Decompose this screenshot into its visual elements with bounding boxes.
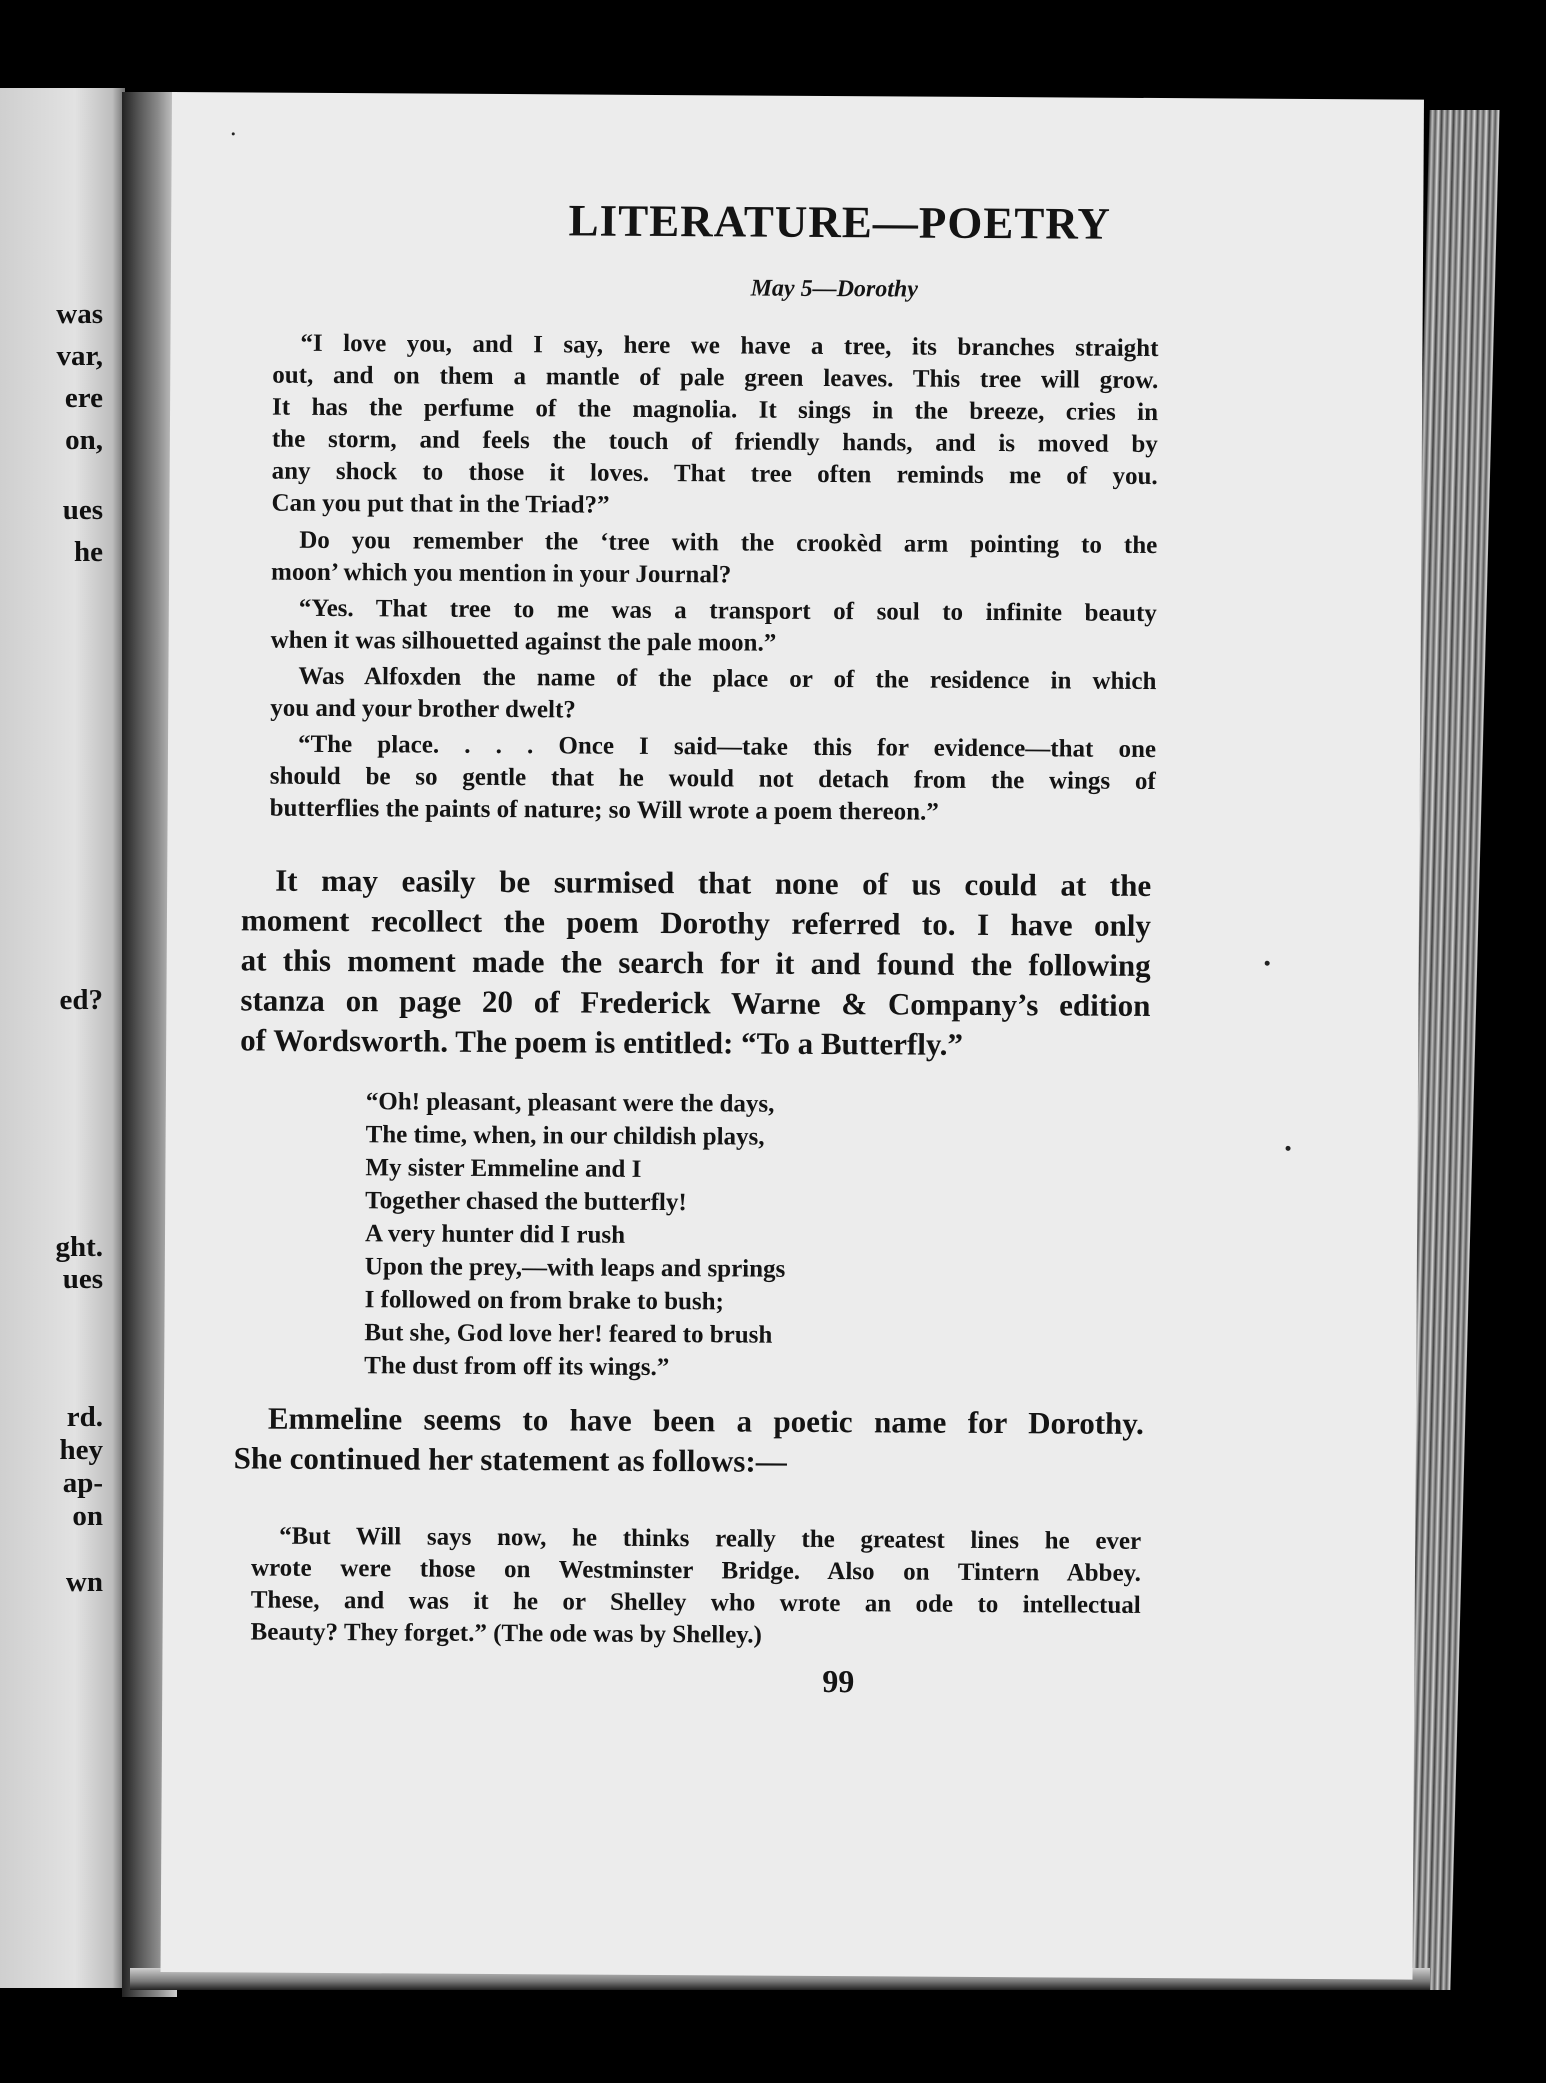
text-line: “The place. . . . Once I said—take this for evidence—that one bbox=[297, 730, 1157, 764]
text-line: butterflies the paints of nature; so Will wrote a poem thereon.” bbox=[269, 794, 939, 826]
poem-line: Upon the prey,—with leaps and springs bbox=[364, 1253, 786, 1283]
text-line: at this moment made the search for it and found the following bbox=[240, 942, 1151, 983]
text-line: These, and was it he or Shelley who wrote an ode to intellectual bbox=[250, 1586, 1141, 1619]
page-heading: LITERATURE—POETRY bbox=[568, 195, 1111, 249]
text-line: of Wordsworth. The poem is entitled: “To a Butterfly.” bbox=[240, 1022, 964, 1062]
text-line: out, and on them a mantle of pale green leaves. This tree will grow. bbox=[272, 361, 1159, 395]
left-page-fragment: var, bbox=[56, 340, 103, 372]
poem-stanza bbox=[364, 1085, 886, 1385]
text-line: Beauty? They forget.” (The ode was by Shelley.) bbox=[250, 1618, 763, 1649]
narrative-paragraph bbox=[234, 1398, 1144, 1484]
page-number: 99 bbox=[822, 1663, 855, 1700]
text-line: It may easily be surmised that none of us could at the bbox=[275, 862, 1152, 903]
question-paragraph bbox=[271, 525, 1157, 594]
text-line: “Yes. That tree to me was a transport of soul to infinite beauty bbox=[298, 594, 1157, 628]
quote-paragraph bbox=[250, 1521, 1141, 1654]
left-page-fragment: on, bbox=[65, 424, 103, 456]
text-line: Was Alfoxden the name of the place or of the residence in which bbox=[298, 662, 1157, 696]
text-line: should be so gentle that he would not detach from the wings of bbox=[269, 762, 1156, 796]
poem-line: But she, God love her! feared to brush bbox=[364, 1319, 773, 1349]
poem-line: The dust from off its wings.” bbox=[364, 1352, 670, 1382]
left-page-fragment: ues bbox=[62, 1263, 103, 1295]
text-line: moon’ which you mention in your Journal? bbox=[270, 558, 732, 589]
text-line: you and your brother dwelt? bbox=[270, 694, 576, 724]
left-facing-page bbox=[0, 88, 125, 1988]
left-page-fragment: wn bbox=[65, 1566, 103, 1598]
text-line: any shock to those it loves. That tree often reminds me of you. bbox=[271, 457, 1158, 491]
poem-line: “Oh! pleasant, pleasant were the days, bbox=[365, 1088, 775, 1118]
left-page-fragment: hey bbox=[59, 1434, 103, 1466]
ink-speck bbox=[232, 132, 235, 135]
ink-speck bbox=[1265, 961, 1270, 966]
narrative-paragraph bbox=[240, 860, 1151, 1066]
answer-paragraph bbox=[271, 593, 1157, 662]
left-page-fragment: was bbox=[56, 298, 103, 330]
left-page-fragment: rd. bbox=[66, 1401, 103, 1433]
left-page-fragment: ap- bbox=[62, 1467, 103, 1499]
answer-paragraph bbox=[270, 729, 1157, 830]
poem-line: I followed on from brake to bush; bbox=[364, 1286, 724, 1316]
text-line: “I love you, and I say, here we have a tree, its branches straight bbox=[300, 329, 1159, 363]
text-line: Emmeline seems to have been a poetic name for Dorothy. bbox=[267, 1400, 1144, 1441]
text-line: stanza on page 20 of Frederick Warne & Company’s edition bbox=[240, 982, 1151, 1023]
book-page bbox=[161, 92, 1424, 1980]
text-line: Can you put that in the Triad?” bbox=[271, 489, 610, 519]
ink-speck bbox=[1286, 1146, 1291, 1151]
poem-line: A very hunter did I rush bbox=[364, 1220, 626, 1249]
quote-paragraph bbox=[271, 328, 1158, 525]
text-line: It has the perfume of the magnolia. It sings in the breeze, cries in bbox=[271, 393, 1159, 427]
page-content bbox=[161, 92, 1424, 1980]
text-line: She continued her statement as follows:— bbox=[233, 1440, 787, 1479]
left-page-fragment: on bbox=[72, 1500, 103, 1532]
text-line: moment recollect the poem Dorothy referred to. I have only bbox=[240, 902, 1152, 943]
poem-line: My sister Emmeline and I bbox=[365, 1154, 642, 1183]
text-line: wrote were those on Westminster Bridge. Also on Tintern Abbey. bbox=[250, 1554, 1142, 1587]
left-page-fragment: ues bbox=[62, 494, 103, 526]
left-page-fragment: ere bbox=[64, 382, 103, 414]
text-line: the storm, and feels the touch of friendly hands, and is moved by bbox=[271, 425, 1158, 459]
poem-line: Together chased the butterfly! bbox=[365, 1187, 687, 1217]
page-subheading: May 5—Dorothy bbox=[750, 275, 919, 303]
left-page-fragment: ed? bbox=[59, 984, 103, 1016]
left-page-fragment: ght. bbox=[55, 1231, 103, 1263]
text-line: “But Will says now, he thinks really the greatest lines he ever bbox=[279, 1522, 1142, 1555]
question-paragraph bbox=[270, 661, 1156, 730]
left-page-fragment: he bbox=[74, 536, 103, 568]
text-line: when it was silhouetted against the pale moon.” bbox=[270, 626, 777, 657]
text-line: Do you remember the ‘tree with the crookèd arm pointing to the bbox=[299, 526, 1158, 560]
poem-line: The time, when, in our childish plays, bbox=[365, 1121, 765, 1151]
